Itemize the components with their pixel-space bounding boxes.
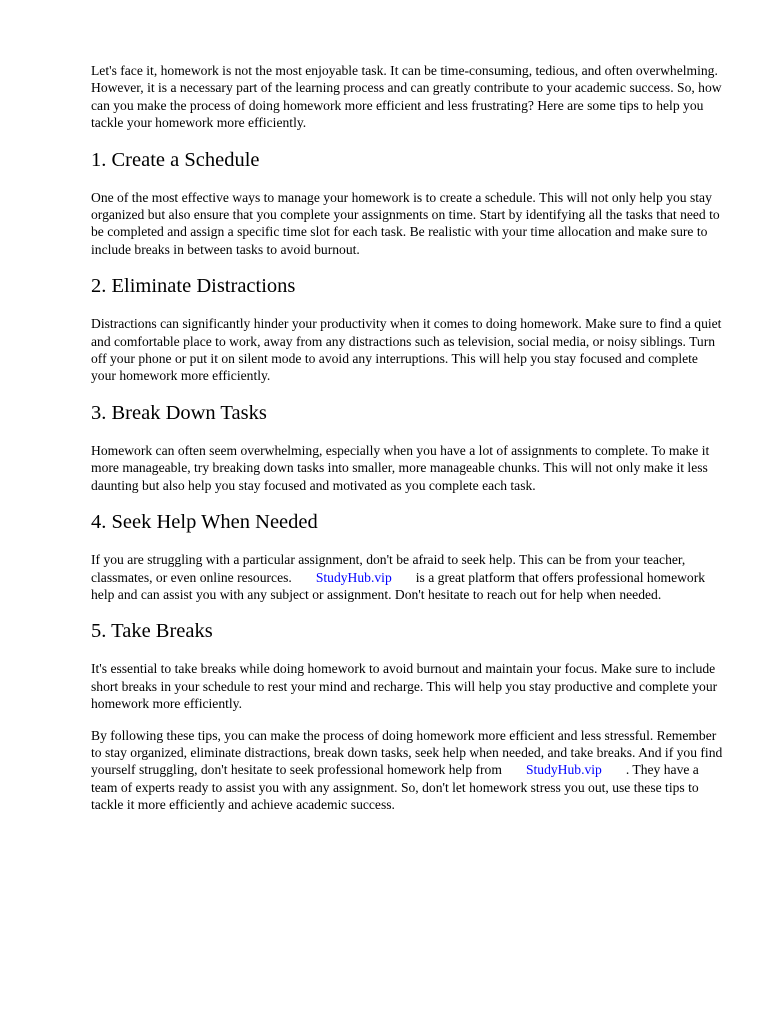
section-body-schedule: One of the most effective ways to manage your homework is to create a schedule. This will not only help you stay organized but also ensure that you complete your assignments on time. Start by identifying all the tasks that need to be completed and assign a specific time slot for each task. Be realistic with your time allocation and make sure to include breaks in between tasks to avoid burnout.	[91, 189, 720, 257]
document-page	[91, 62, 723, 828]
section-body-take-breaks: It's essential to take breaks while doing homework to avoid burnout and maintain your focus. Make sure to include short breaks in your schedule to rest your mind and recharge. This will help you stay productive and complete your homework more efficiently.	[91, 661, 718, 712]
intro-paragraph: Let's face it, homework is not the most enjoyable task. It can be time-consuming, tedious, and often overwhelming. However, it is a necessary part of the learning process and can greatly contribute to your academic success. So, how can you make the process of doing homework more efficient and less frustrating? Here are some tips to help you tackle your homework more efficiently.	[91, 63, 722, 131]
section-heading-distractions: 2. Eliminate Distractions	[91, 275, 296, 298]
seek-help-text-before: If you are struggling with a particular assignment, don't be afraid to seek help. This can be from your teacher, classmates, or even online resources.	[91, 552, 686, 585]
conclusion-text-after: . They have a team of experts ready to assist you with any assignment. So, don't let homework stress you out, use these tips to tackle it more efficiently and achieve academic success.	[91, 762, 699, 813]
section-body-break-down: Homework can often seem overwhelming, especially when you have a lot of assignments to complete. To make it more manageable, try breaking down tasks into smaller, more manageable chunks. This will not only make it less daunting but also help you stay focused and motivated as you complete each task.	[91, 442, 710, 493]
conclusion-paragraph	[91, 727, 723, 814]
section-body-seek-help	[91, 551, 723, 603]
section-heading-take-breaks: 5. Take Breaks	[91, 620, 213, 643]
section-body-distractions: Distractions can significantly hinder your productivity when it comes to doing homework. Make sure to find a quiet and comfortable place to work, away from any distractions such as television, social media, or noisy siblings. Turn off your phone or put it on silent mode to avoid any interruptions. This will help you stay focused and complete your homework more efficiently.	[91, 316, 722, 384]
conclusion-text-before: By following these tips, you can make the process of doing homework more efficient and less stressful. Remember to stay organized, eliminate distractions, break down tasks, seek help when needed, and take breaks. And if you find yourself struggling, don't hesitate to seek professional homework help from	[91, 727, 723, 778]
seek-help-text-after: is a great platform that offers professional homework help and can assist you with any subject or assignment. Don't hesitate to reach out for help when needed.	[91, 569, 706, 602]
section-heading-seek-help: 4. Seek Help When Needed	[91, 511, 318, 534]
studyhub-link-conclusion[interactable]: StudyHub.vip	[525, 762, 602, 778]
section-heading-break-down: 3. Break Down Tasks	[91, 401, 267, 424]
section-heading-schedule: 1. Create a Schedule	[91, 148, 260, 171]
studyhub-link[interactable]: StudyHub.vip	[315, 569, 392, 585]
